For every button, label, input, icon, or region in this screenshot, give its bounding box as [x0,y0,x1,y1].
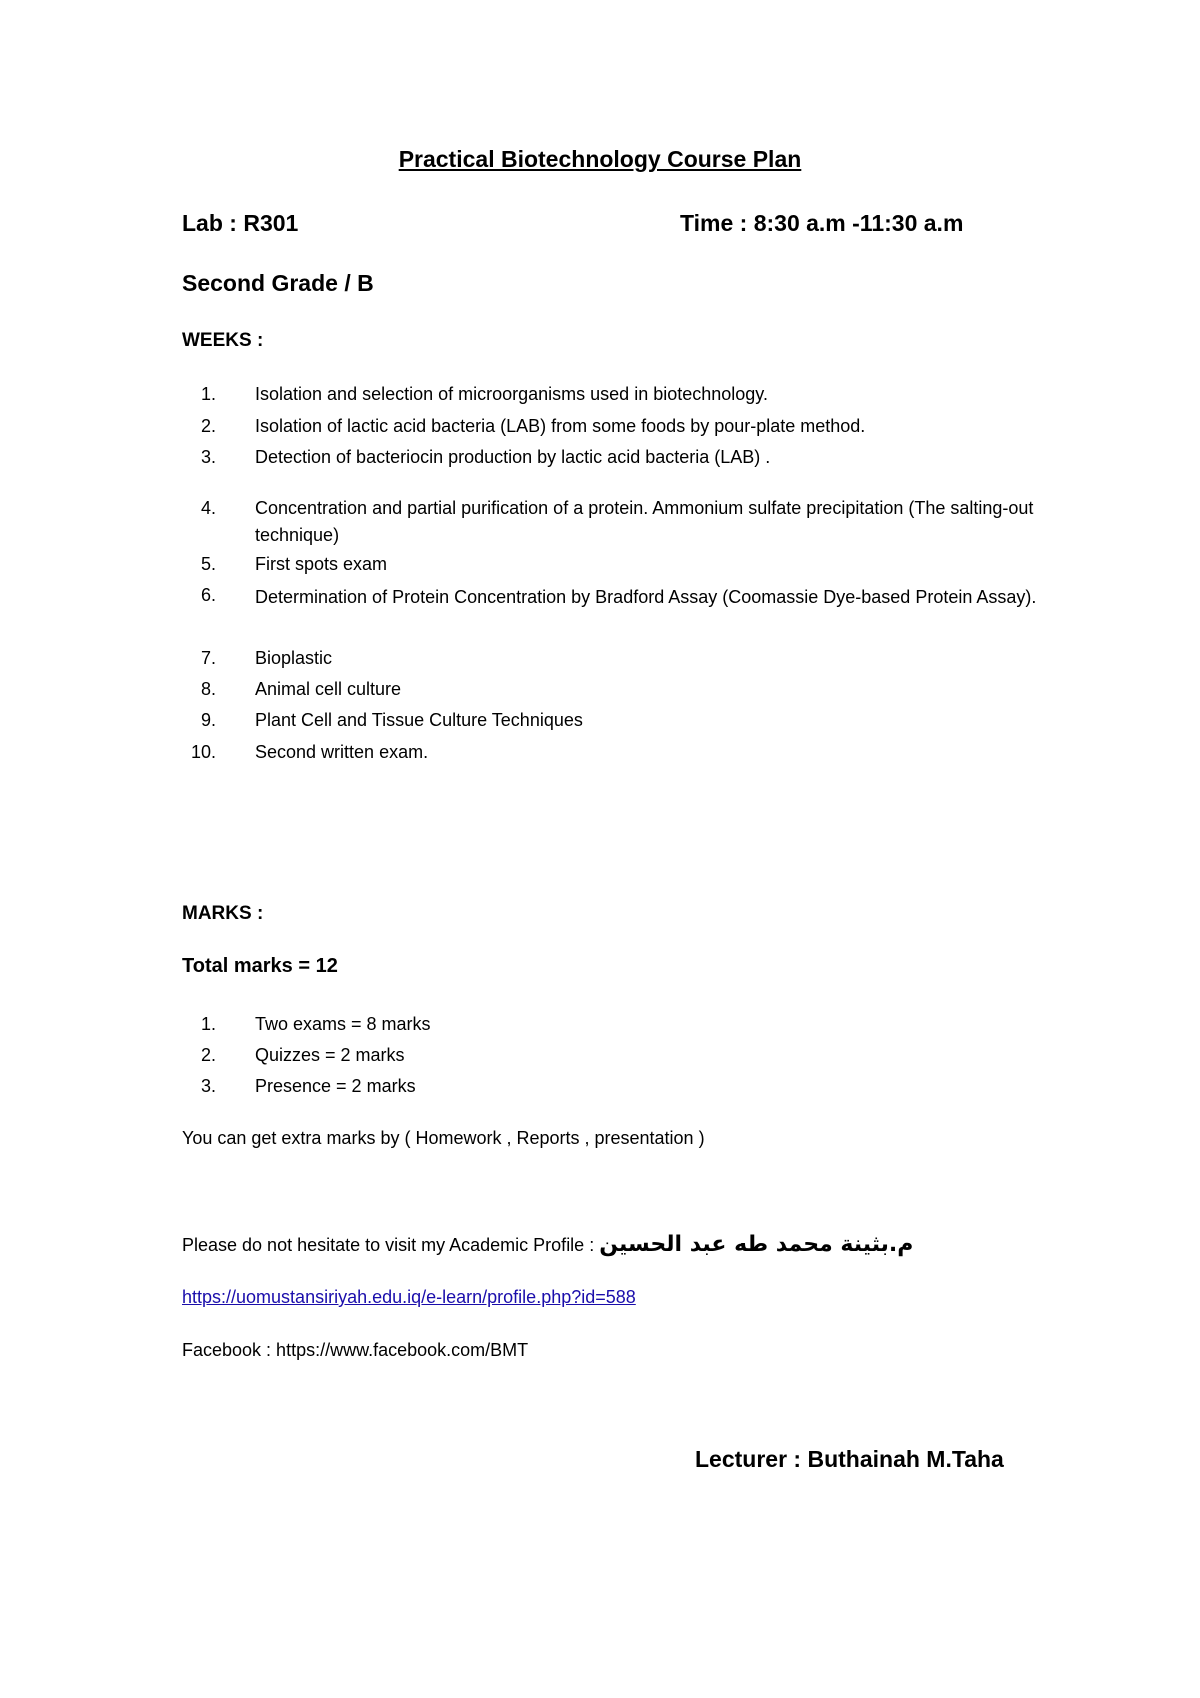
week-text: Bioplastic [255,648,333,668]
week-text: Animal cell culture [255,679,402,699]
week-number: 3. [200,447,216,467]
week-number: 10. [190,742,216,762]
week-text: Determination of Protein Concentration by Bradford Assay (Coomassie Dye-based Protein Assay). [255,587,1037,607]
title-text: Practical Biotechnology Course Plan [398,146,802,172]
week-text: Detection of bacteriocin production by lactic acid bacteria (LAB) . [255,447,771,467]
profile-link[interactable]: https://uomustansiriyah.edu.iq/e-learn/profile.php?id=588 [182,1287,636,1307]
week-number: 6. [200,585,216,605]
week-number: 5. [200,554,216,574]
week-text: Second written exam. [255,742,429,762]
week-text: Isolation and selection of microorganisms used in biotechnology. [255,384,768,404]
week-number: 9. [200,710,216,730]
lab-time: Time : 8:30 a.m -11:30 a.m [680,210,964,236]
lecturer-name: Lecturer : Buthainah M.Taha [695,1446,1004,1472]
week-number: 8. [200,679,216,699]
week-text: Concentration and partial purification of a protein. Ammonium sulfate precipitation (The salting-out technique) [255,498,1034,545]
arabic-name: م.بثينة محمد طه عبد الحسين [599,1232,914,1257]
marks-number: 3. [200,1076,216,1096]
grade-label: Second Grade / B [182,270,374,296]
facebook-line: Facebook : https://www.facebook.com/BMT [182,1340,529,1360]
marks-number: 2. [200,1045,216,1065]
marks-number: 1. [200,1014,216,1034]
week-text: Plant Cell and Tissue Culture Techniques [255,710,583,730]
week-number: 7. [200,648,216,668]
week-number: 2. [200,416,216,436]
week-text: Isolation of lactic acid bacteria (LAB) from some foods by pour-plate method. [255,416,866,436]
week-number: 1. [200,384,216,404]
extra-marks-note: You can get extra marks by ( Homework , Reports , presentation ) [182,1128,705,1148]
lab-room: Lab : R301 [182,210,299,236]
document-title [0,146,1200,173]
marks-text: Two exams = 8 marks [255,1014,431,1034]
weeks-heading: WEEKS : [182,330,264,351]
marks-text: Presence = 2 marks [255,1076,416,1096]
marks-text: Quizzes = 2 marks [255,1045,405,1065]
marks-heading: MARKS : [182,903,264,924]
total-marks: Total marks = 12 [182,955,338,977]
week-text: First spots exam [255,554,388,574]
academic-profile-line [182,1232,913,1257]
week-number: 4. [200,498,216,518]
profile-text: Please do not hesitate to visit my Academic Profile : [182,1235,595,1255]
